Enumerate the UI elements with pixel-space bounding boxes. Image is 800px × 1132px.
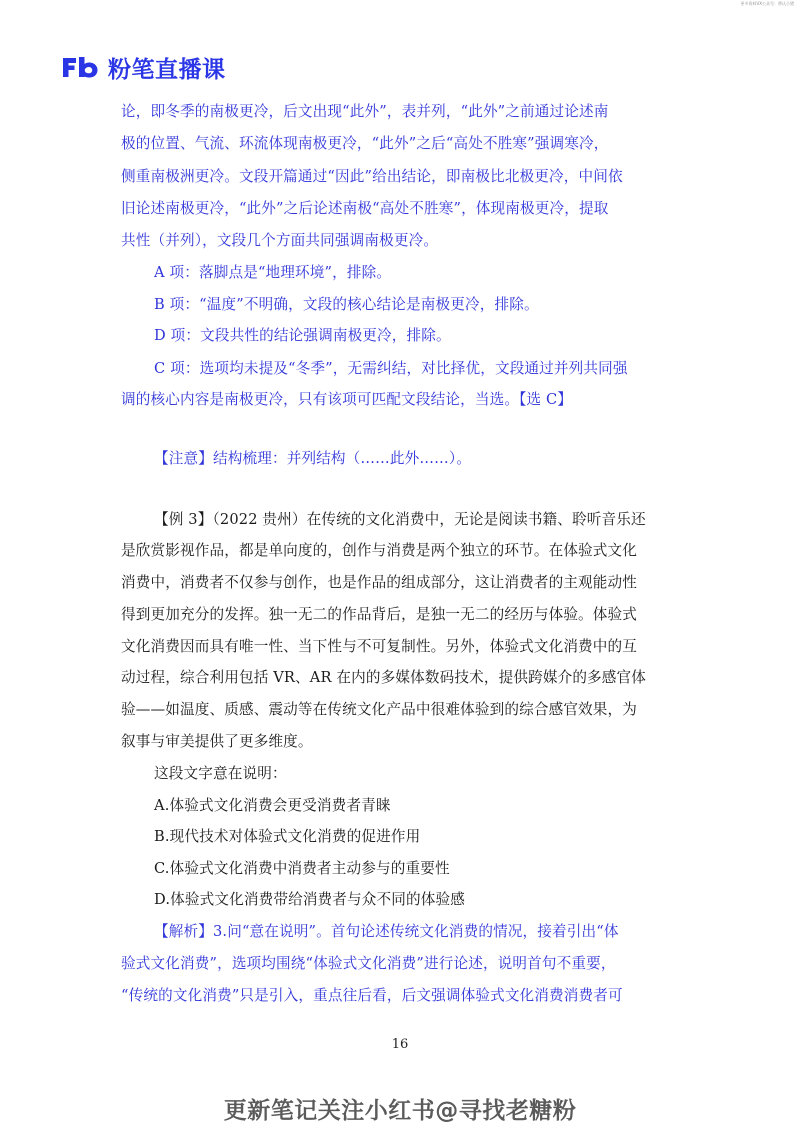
- footer-watermark: 更新笔记关注小红书@寻找老糖粉: [223, 1098, 577, 1124]
- text-line: 调的核心内容是南极更冷，只有该项可匹配文段结论，当选。【选 C】: [121, 391, 573, 408]
- analysis-line: 验式文化消费”，选项均围绕“体验式文化消费”进行论述，说明首句不重要，: [121, 955, 616, 972]
- question-line: 叙事与审美提供了更多维度。: [121, 733, 313, 750]
- question-line: 动过程，综合利用包括 VR、AR 在内的多媒体数码技术，提供跨媒介的多感官体: [121, 669, 647, 686]
- analysis-line: “传统的文化消费”只是引入，重点往后看，后文强调体验式文化消费消费者可: [121, 987, 623, 1004]
- text-line: C 项：选项均未提及“冬季”，无需纠结，对比择优，文段通过并列共同强: [154, 360, 628, 377]
- text-line: D 项：文段共性的结论强调南极更冷，排除。: [154, 327, 451, 344]
- analysis-line: 【解析】3.问“意在说明”。首句论述传统文化消费的情况，接着引出“体: [154, 923, 619, 940]
- option-c: C.体验式文化消费中消费者主动参与的重要性: [154, 860, 450, 877]
- text-line: 共性（并列），文段几个方面共同强调南极更冷。: [121, 232, 439, 249]
- question-line: 文化消费因而具有唯一性、当下性与不可复制性。另外，体验式文化消费中的互: [121, 638, 638, 655]
- question-line: 验——如温度、质感、震动等在传统文化产品中很难体验到的综合感官效果，为: [121, 701, 638, 718]
- question-line: 得到更加充分的发挥。独一无二的作品背后，是独一无二的经历与体验。体验式: [121, 606, 638, 623]
- question-line: 消费中，消费者不仅参与创作，也是作品的组成部分，这让消费者的主观能动性: [121, 574, 638, 591]
- top-note: 更多资料VX公众号：带认小猪: [740, 1, 794, 6]
- text-line: 旧论述南极更冷，“此外”之后论述南极“高处不胜寒”，体现南极更冷，提取: [121, 200, 609, 217]
- option-d: D.体验式文化消费带给消费者与众不同的体验感: [154, 891, 465, 908]
- text-line: 侧重南极洲更冷。文段开篇通过“因此”给出结论，即南极比北极更冷，中间依: [121, 168, 623, 185]
- text-line: 论，即冬季的南极更冷，后文出现“此外”，表并列，“此外”之前通过论述南: [121, 103, 609, 120]
- option-b: B.现代技术对体验式文化消费的促进作用: [154, 828, 421, 845]
- note-line: 【注意】结构梳理：并列结构（……此外……）。: [154, 450, 472, 467]
- brand-header: [60, 52, 226, 82]
- text-line: B 项：“温度”不明确，文段的核心结论是南极更冷，排除。: [154, 296, 539, 313]
- text-line: 极的位置、气流、环流体现南极更冷，“此外”之后“高处不胜寒”强调寒冷，: [121, 135, 609, 152]
- text-line: A 项：落脚点是“地理环境”，排除。: [154, 264, 392, 281]
- option-a: A.体验式文化消费会更受消费者青睐: [154, 797, 391, 814]
- brand-name: 粉笔直播课: [108, 56, 226, 83]
- question-line: 是欣赏影视作品，都是单向度的，创作与消费是两个独立的环节。在体验式文化: [121, 542, 638, 559]
- question-line: 【例 3】（2022 贵州）在传统的文化消费中，无论是阅读书籍、聆听音乐还: [154, 511, 646, 528]
- question-prompt: 这段文字意在说明：: [154, 765, 287, 782]
- fb-logo-icon: [60, 54, 100, 80]
- page-number: 16: [391, 1037, 409, 1052]
